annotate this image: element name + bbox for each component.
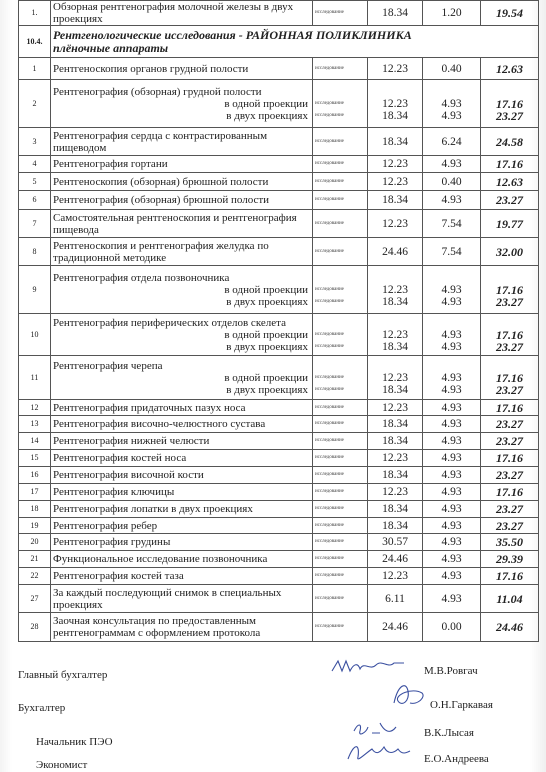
price-materials: 4.93 (441, 371, 462, 384)
price-materials: 1.20 (423, 1, 481, 26)
row-number: 10 (19, 314, 51, 356)
section-subtitle-text: плёночные аппараты (53, 41, 169, 55)
chief-accountant-name: М.В.Ровгач (424, 665, 478, 677)
unit-label: исследование (313, 518, 368, 534)
service-name-text: Рентгенография (обзорная) грудной полости (53, 85, 262, 98)
price-base: 24.46 (368, 238, 423, 266)
chief-accountant-title: Главный бухгалтер (18, 669, 108, 681)
unit-label (313, 356, 368, 400)
service-name: Рентгенография грудины (51, 534, 313, 551)
price-total: 23.27 (481, 191, 539, 210)
unit-label: исследование (313, 58, 368, 80)
row-number: 7 (19, 210, 51, 238)
row-number: 19 (19, 518, 51, 534)
price-base: 18.34 (368, 1, 423, 26)
unit-label: исследование (315, 386, 344, 392)
price-total: 29.39 (481, 551, 539, 568)
table-row (19, 58, 539, 80)
unit-label: исследование (313, 467, 368, 484)
unit-label: исследование (313, 501, 368, 518)
unit-label: исследование (315, 298, 344, 304)
price-base: 12.23 (382, 283, 408, 296)
table-row (19, 450, 539, 467)
price-base: 24.46 (368, 551, 423, 568)
price-materials (423, 80, 481, 128)
signature-block (0, 655, 546, 772)
price-total: 17.16 (481, 568, 539, 585)
unit-label (313, 266, 368, 314)
price-total (481, 266, 539, 314)
service-name: Рентгенография височно-челюстного сустава (51, 416, 313, 433)
price-base: 12.23 (368, 484, 423, 501)
accountant-name: О.Н.Гаркавая (430, 699, 493, 711)
price-total: 23.27 (496, 382, 523, 397)
price-total: 11.04 (481, 585, 539, 613)
table-row (19, 534, 539, 551)
unit-label: исследование (313, 416, 368, 433)
unit-label: исследование (313, 433, 368, 450)
price-total (481, 80, 539, 128)
row-number: 5 (19, 173, 51, 191)
price-base: 18.34 (368, 501, 423, 518)
service-name: Рентгенография сердца с контрастированным пищеводом (51, 128, 313, 156)
economist-title: Экономист (36, 759, 88, 771)
row-number: 18 (19, 501, 51, 518)
projection-label: в двух проекциях (226, 340, 308, 353)
projection-label: в двух проекциях (226, 109, 308, 122)
price-base: 12.23 (368, 58, 423, 80)
row-number: 12 (19, 400, 51, 416)
unit-label: исследование (315, 343, 344, 349)
price-base: 30.57 (368, 534, 423, 551)
price-materials: 4.93 (423, 568, 481, 585)
price-table (18, 0, 539, 642)
row-number: 6 (19, 191, 51, 210)
unit-label: исследование (315, 286, 344, 292)
price-base: 18.34 (382, 340, 408, 353)
unit-label: исследование (313, 1, 368, 26)
unit-label: исследование (315, 100, 344, 106)
service-name-text: Рентгенография отдела позвоночника (53, 271, 230, 284)
economist-name: Е.О.Андреева (424, 753, 489, 765)
price-total: 23.27 (496, 294, 523, 309)
row-number: 2 (19, 80, 51, 128)
projection-label: в двух проекциях (226, 383, 308, 396)
price-materials: 4.93 (441, 328, 462, 341)
price-total: 12.63 (481, 58, 539, 80)
service-name: Рентгеноскопия органов грудной полости (51, 58, 313, 80)
unit-label: исследование (313, 534, 368, 551)
unit-label: исследование (313, 191, 368, 210)
unit-label: исследование (315, 112, 344, 118)
price-base: 18.34 (382, 295, 408, 308)
unit-label: исследование (313, 551, 368, 568)
service-name: Рентгенография ребер (51, 518, 313, 534)
price-materials: 4.93 (423, 551, 481, 568)
table-row (19, 467, 539, 484)
row-number: 1. (19, 1, 51, 26)
service-name: Самостоятельная рентгеноскопия и рентгенография пищевода (51, 210, 313, 238)
service-name: Заочная консультация по предоставленным рентгенограммам с оформлением протокола (51, 613, 313, 642)
service-name: Рентгенография придаточных пазух носа (51, 400, 313, 416)
price-materials: 0.40 (423, 173, 481, 191)
price-total: 24.46 (481, 613, 539, 642)
price-total: 17.16 (496, 282, 523, 297)
table-row (19, 484, 539, 501)
signature-chief-accountant (330, 657, 410, 677)
peo-head-name: В.К.Лысая (424, 727, 474, 739)
price-materials: 6.24 (423, 128, 481, 156)
table-row (19, 173, 539, 191)
projection-label: в одной проекции (224, 97, 308, 110)
table-row (19, 210, 539, 238)
price-materials: 4.93 (441, 283, 462, 296)
service-name: Рентгеноскопия и рентгенография желудка по традиционной методике (51, 238, 313, 266)
price-base: 12.23 (368, 450, 423, 467)
table-row (19, 400, 539, 416)
price-materials: 0.40 (423, 58, 481, 80)
price-materials: 4.93 (441, 340, 462, 353)
signature-economist (344, 739, 414, 765)
peo-head-title: Начальник ПЭО (36, 736, 113, 748)
price-base (368, 314, 423, 356)
price-base: 12.23 (382, 371, 408, 384)
price-base: 18.34 (382, 383, 408, 396)
service-name (51, 314, 313, 356)
price-total: 24.58 (481, 128, 539, 156)
price-base: 12.23 (368, 156, 423, 173)
service-name: Рентгенография (обзорная) брюшной полости (51, 191, 313, 210)
price-total: 23.27 (481, 467, 539, 484)
projection-label: в одной проекции (224, 371, 308, 384)
service-name-text: Рентгенография периферических отделов скелета (53, 316, 286, 329)
price-base: 12.23 (382, 328, 408, 341)
service-name: Рентгеноскопия (обзорная) брюшной полости (51, 173, 313, 191)
row-number: 21 (19, 551, 51, 568)
section-title-text: Рентгенологические исследования - РАЙОННАЯ ПОЛИКЛИНИКА (53, 28, 412, 42)
service-name: Рентгенография костей таза (51, 568, 313, 585)
price-base: 18.34 (368, 433, 423, 450)
row-number: 22 (19, 568, 51, 585)
price-base: 24.46 (368, 613, 423, 642)
price-materials: 4.93 (423, 416, 481, 433)
row-number: 16 (19, 467, 51, 484)
price-base (368, 80, 423, 128)
price-materials (423, 356, 481, 400)
row-number: 17 (19, 484, 51, 501)
table-row (19, 585, 539, 613)
row-number: 9 (19, 266, 51, 314)
price-materials (423, 314, 481, 356)
price-total: 19.54 (481, 1, 539, 26)
row-number: 8 (19, 238, 51, 266)
price-total: 17.16 (481, 400, 539, 416)
unit-label: исследование (313, 400, 368, 416)
row-number: 4 (19, 156, 51, 173)
row-number: 28 (19, 613, 51, 642)
service-name: Рентгенография лопатки в двух проекциях (51, 501, 313, 518)
unit-label: исследование (313, 484, 368, 501)
signature-accountant (388, 677, 432, 711)
service-name (51, 80, 313, 128)
price-materials: 4.93 (423, 156, 481, 173)
unit-label: исследование (313, 210, 368, 238)
price-materials: 0.00 (423, 613, 481, 642)
price-total: 19.77 (481, 210, 539, 238)
row-number: 11 (19, 356, 51, 400)
price-materials: 7.54 (423, 238, 481, 266)
price-table-body (19, 1, 539, 642)
price-base (368, 266, 423, 314)
row-number: 1 (19, 58, 51, 80)
table-row (19, 551, 539, 568)
table-row (19, 1, 539, 26)
unit-label: исследование (313, 156, 368, 173)
price-total: 23.27 (481, 416, 539, 433)
section-title (51, 26, 539, 58)
service-name: Функциональное исследование позвоночника (51, 551, 313, 568)
price-materials: 4.93 (423, 450, 481, 467)
table-row (19, 518, 539, 534)
service-name: За каждый последующий снимок в специальных проекциях (51, 585, 313, 613)
price-total: 35.50 (481, 534, 539, 551)
price-materials: 4.93 (423, 467, 481, 484)
row-number: 15 (19, 450, 51, 467)
unit-label: исследование (313, 613, 368, 642)
section-header-row (19, 26, 539, 58)
accountant-title: Бухгалтер (18, 702, 66, 714)
price-materials: 4.93 (423, 518, 481, 534)
service-name (51, 356, 313, 400)
row-number: 20 (19, 534, 51, 551)
table-row (19, 314, 539, 356)
service-name: Рентгенография ключицы (51, 484, 313, 501)
service-name: Рентгенография костей носа (51, 450, 313, 467)
table-row (19, 238, 539, 266)
section-number: 10.4. (19, 26, 51, 58)
unit-label (313, 314, 368, 356)
price-materials: 4.93 (441, 383, 462, 396)
price-materials (423, 266, 481, 314)
projection-label: в двух проекциях (226, 295, 308, 308)
price-base: 12.23 (368, 568, 423, 585)
signature-peo-head (350, 717, 406, 739)
table-row (19, 128, 539, 156)
price-total: 17.16 (481, 156, 539, 173)
unit-label: исследование (313, 450, 368, 467)
service-name-text: Рентгенография черепа (53, 359, 163, 372)
price-total: 17.16 (496, 96, 523, 111)
table-row (19, 501, 539, 518)
price-base (368, 356, 423, 400)
unit-label: исследование (315, 374, 344, 380)
table-row (19, 191, 539, 210)
service-name (51, 266, 313, 314)
price-total: 17.16 (481, 484, 539, 501)
service-name: Рентгенография гортани (51, 156, 313, 173)
price-base: 12.23 (368, 210, 423, 238)
service-name: Обзорная рентгенография молочной железы в двух проекциях (51, 1, 313, 26)
price-base: 12.23 (368, 173, 423, 191)
price-total: 23.27 (481, 433, 539, 450)
row-number: 14 (19, 433, 51, 450)
unit-label: исследование (315, 331, 344, 337)
row-number: 27 (19, 585, 51, 613)
price-materials: 4.93 (423, 433, 481, 450)
projection-label: в одной проекции (224, 328, 308, 341)
table-row (19, 266, 539, 314)
unit-label: исследование (313, 568, 368, 585)
price-materials: 7.54 (423, 210, 481, 238)
price-base: 18.34 (368, 518, 423, 534)
price-base: 12.23 (382, 97, 408, 110)
price-materials: 4.93 (441, 97, 462, 110)
service-name: Рентгенография нижней челюсти (51, 433, 313, 450)
price-total: 23.27 (481, 518, 539, 534)
table-row (19, 568, 539, 585)
price-materials: 4.93 (441, 295, 462, 308)
price-total: 17.16 (496, 327, 523, 342)
price-total: 17.16 (496, 370, 523, 385)
price-base: 6.11 (368, 585, 423, 613)
price-total: 17.16 (481, 450, 539, 467)
price-materials: 4.93 (423, 484, 481, 501)
price-total (481, 314, 539, 356)
table-row (19, 416, 539, 433)
price-materials: 4.93 (423, 400, 481, 416)
price-total: 23.27 (496, 339, 523, 354)
unit-label: исследование (313, 173, 368, 191)
price-base: 18.34 (382, 109, 408, 122)
row-number: 13 (19, 416, 51, 433)
row-number: 3 (19, 128, 51, 156)
unit-label (313, 80, 368, 128)
price-base: 18.34 (368, 416, 423, 433)
table-row (19, 613, 539, 642)
unit-label: исследование (313, 585, 368, 613)
price-base: 18.34 (368, 191, 423, 210)
table-row (19, 356, 539, 400)
price-total: 23.27 (496, 108, 523, 123)
price-base: 18.34 (368, 128, 423, 156)
price-materials: 4.93 (441, 109, 462, 122)
price-base: 12.23 (368, 400, 423, 416)
price-total: 32.00 (481, 238, 539, 266)
price-total (481, 356, 539, 400)
table-row (19, 80, 539, 128)
price-materials: 4.93 (423, 191, 481, 210)
service-name: Рентгенография височной кости (51, 467, 313, 484)
unit-label: исследование (313, 128, 368, 156)
price-total: 23.27 (481, 501, 539, 518)
price-total: 12.63 (481, 173, 539, 191)
unit-label: исследование (313, 238, 368, 266)
price-base: 18.34 (368, 467, 423, 484)
price-materials: 4.93 (423, 585, 481, 613)
projection-label: в одной проекции (224, 283, 308, 296)
price-materials: 4.93 (423, 501, 481, 518)
table-row (19, 433, 539, 450)
price-materials: 4.93 (423, 534, 481, 551)
table-row (19, 156, 539, 173)
